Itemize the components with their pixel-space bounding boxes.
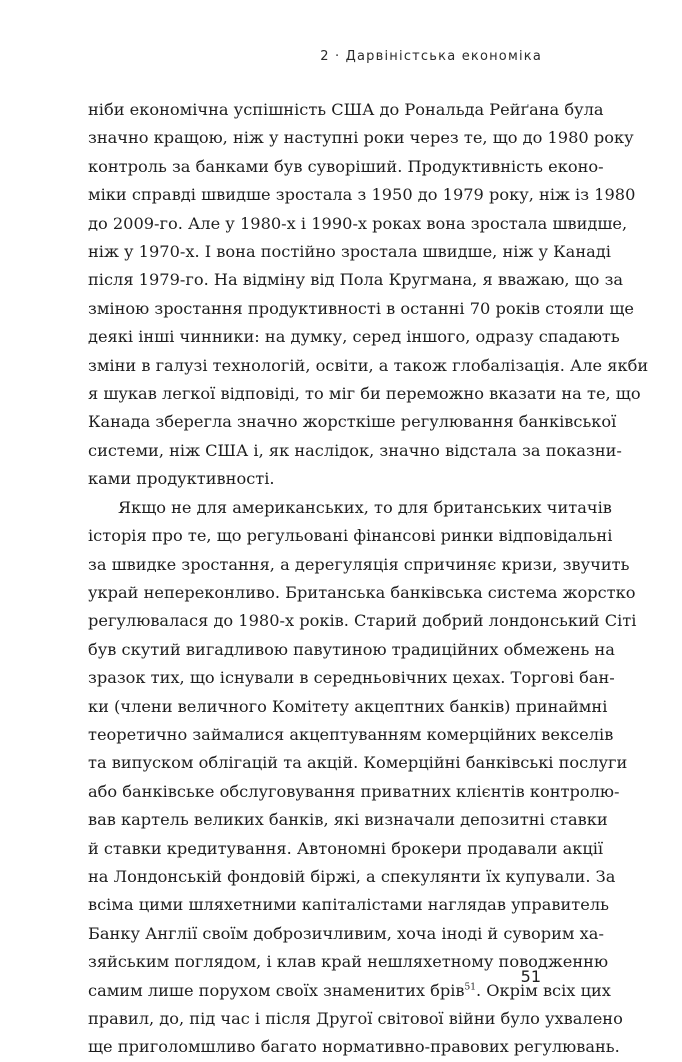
text-line: Банку Англії своїм доброзичливим, хоча іноді й суворим ха-	[88, 923, 604, 943]
text-line: та випуском облігацій та акцій. Комерційні банківські послуги	[88, 753, 628, 773]
text-line: всіма цими шляхетними капіталістами наглядав управитель	[88, 895, 609, 915]
footnote-ref[interactable]: 51	[464, 982, 476, 993]
text-line: ніж у 1970-х. І вона постійно зростала швидше, ніж у Канаді	[88, 242, 611, 262]
running-head: 2 · Дарвіністська економіка	[320, 49, 542, 64]
text-line: правил, до, під час і після Другої світової війни було ухвалено	[88, 1009, 623, 1028]
text-line: деякі інші чинники: на думку, серед іншого, одразу спадають	[88, 327, 620, 347]
text-line: до 2009-го. Але у 1980-х і 1990-х роках вона зростала швидше,	[88, 213, 628, 233]
text-line: міки справді швидше зростала з 1950 до 1979 року, ніж із 1980	[88, 185, 636, 205]
text-line: зміни в галузі технологій, освіти, а також глобалізація. Але якби	[88, 355, 649, 375]
text-line: я шукав легкої відповіді, то міг би переможно вказати на те, що	[88, 384, 641, 404]
text-line: й ставки кредитування. Автономні брокери продавали акції	[88, 838, 604, 858]
paragraph-2	[88, 494, 637, 1062]
text-line: украй непереконливо. Британська банківська система жорстко	[88, 582, 636, 602]
text-line: ще приголомшливо багато нормативно-правових регулювань.	[88, 1037, 620, 1057]
text-line: після 1979-го. На відміну від Пола Кругмана, я вважаю, що за	[88, 270, 624, 290]
text-line: був скутий вигадливою павутиною традиційних обмежень на	[88, 639, 615, 659]
text-line: на Лондонській фондовій біржі, а спекулянти їх купували. За	[88, 866, 616, 886]
text-line: регулювалася до 1980-х років. Старий добрий лондонський Сіті	[88, 611, 637, 631]
paragraph-1	[88, 96, 649, 494]
text-line: ками продуктивності.	[88, 469, 275, 489]
line-tail: . Окрім всіх цих	[475, 980, 611, 1000]
text-line: ніби економічна успішність США до Рональда Рейґана була	[88, 100, 604, 119]
text-line: контроль за банками був суворіший. Продуктивність еконо-	[88, 156, 604, 176]
text-line: зміною зростання продуктивності в останні 70 років стояли ще	[88, 298, 634, 318]
body-text	[88, 96, 649, 1062]
text-line: системи, ніж США і, як наслідок, значно відстала за показни-	[88, 440, 622, 460]
text-line: або банківське обслуговування приватних клієнтів контролю-	[88, 781, 620, 801]
text-line: значно кращою, ніж у наступні роки через те, що до 1980 року	[88, 128, 634, 148]
text-line: за швидке зростання, а дерегуляція спричиняє кризи, звучить	[88, 554, 630, 574]
text-line: Якщо не для американських, то для британських читачів	[118, 497, 612, 517]
text-line-with-footnote	[88, 977, 611, 1005]
text-line: історія про те, що регульовані фінансові ринки відповідальні	[88, 526, 613, 546]
text-line: Канада зберегла значно жорсткіше регулювання банківської	[88, 412, 617, 432]
text-line: зразок тих, що існували в середньовічних цехах. Торгові бан-	[88, 668, 615, 688]
page-number: 51	[520, 967, 541, 986]
text-line: ки (члени величного Комітету акцептних банків) принаймні	[88, 696, 608, 716]
text-line: вав картель великих банків, які визначали депозитні ставки	[88, 810, 608, 830]
text-line: теоретично займалися акцептуванням комерційних векселів	[88, 724, 614, 744]
line-text: самим лише порухом своїх знаменитих брів	[88, 980, 465, 1000]
text-line: зяйським поглядом, і клав край нешляхетному поводженню	[88, 952, 609, 972]
